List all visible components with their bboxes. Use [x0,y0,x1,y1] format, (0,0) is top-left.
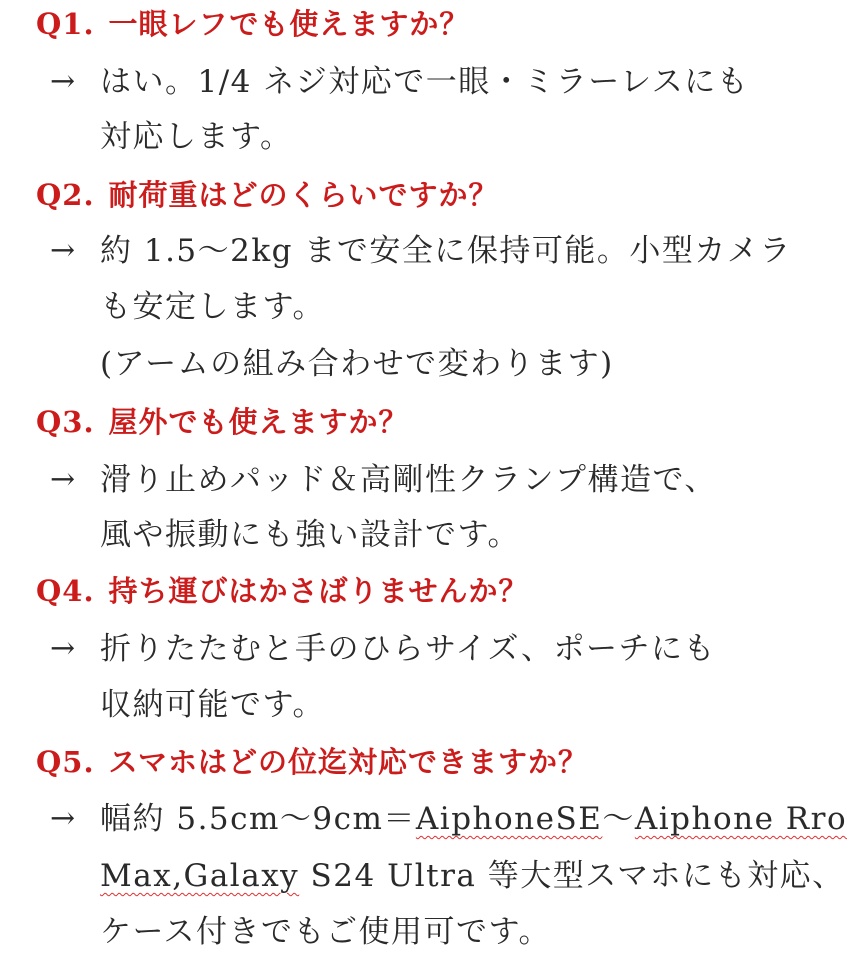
faq-question-4 [36,573,529,609]
answer-line: 収納可能です。 [100,687,326,723]
answer-text: 幅約 5.5cm〜9cm＝ [100,801,416,837]
arrow-icon: → [50,462,76,497]
question-number: Q2. [36,178,95,212]
answer-line [100,799,847,839]
answer-line: はい。1/4 ネジ対応で一眼・ミラーレスにも [100,64,750,100]
faq-question-1 [36,6,469,42]
question-number: Q1. [36,7,95,41]
arrow-icon: → [50,801,76,836]
question-text: スマホはどの位迄対応できますか？ [108,745,588,779]
question-text: 耐荷重はどのくらいですか？ [108,178,499,212]
spellcheck-flagged-text: Aiphone Rro [634,801,847,837]
faq-question-5 [36,744,588,780]
question-number: Q5. [36,745,95,779]
answer-line: 滑り止めパッド＆高剛性クランプ構造で、 [100,462,717,498]
answer-line: (アームの組み合わせで変わります) [100,346,614,382]
question-text: 一眼レフでも使えますか？ [108,7,470,41]
answer-line: 折りたたむと手のひらサイズ、ポーチにも [100,631,716,667]
question-text: 持ち運びはかさばりませんか？ [108,574,529,608]
question-text: 屋外でも使えますか？ [108,405,409,439]
question-number: Q4. [36,574,95,608]
answer-line [100,856,845,896]
arrow-icon: → [50,631,76,666]
answer-text: S24 Ultra 等大型スマホにも対応、 [299,858,845,894]
answer-line: ケース付きでもご使用可です。 [100,914,551,950]
answer-text: 〜 [602,801,635,837]
spellcheck-flagged-text: AiphoneSE [415,801,603,837]
arrow-icon: → [50,233,76,268]
answer-line: も安定します。 [100,289,326,325]
faq-question-3 [36,404,409,440]
spellcheck-flagged-text: Max,Galaxy [100,858,300,894]
answer-line: 約 1.5〜2kg まで安全に保持可能。小型カメラ [100,233,792,269]
answer-line: 風や振動にも強い設計です。 [100,517,521,553]
answer-line: 対応します。 [100,119,293,155]
question-number: Q3. [36,405,95,439]
faq-question-2 [36,177,499,213]
arrow-icon: → [50,64,76,99]
